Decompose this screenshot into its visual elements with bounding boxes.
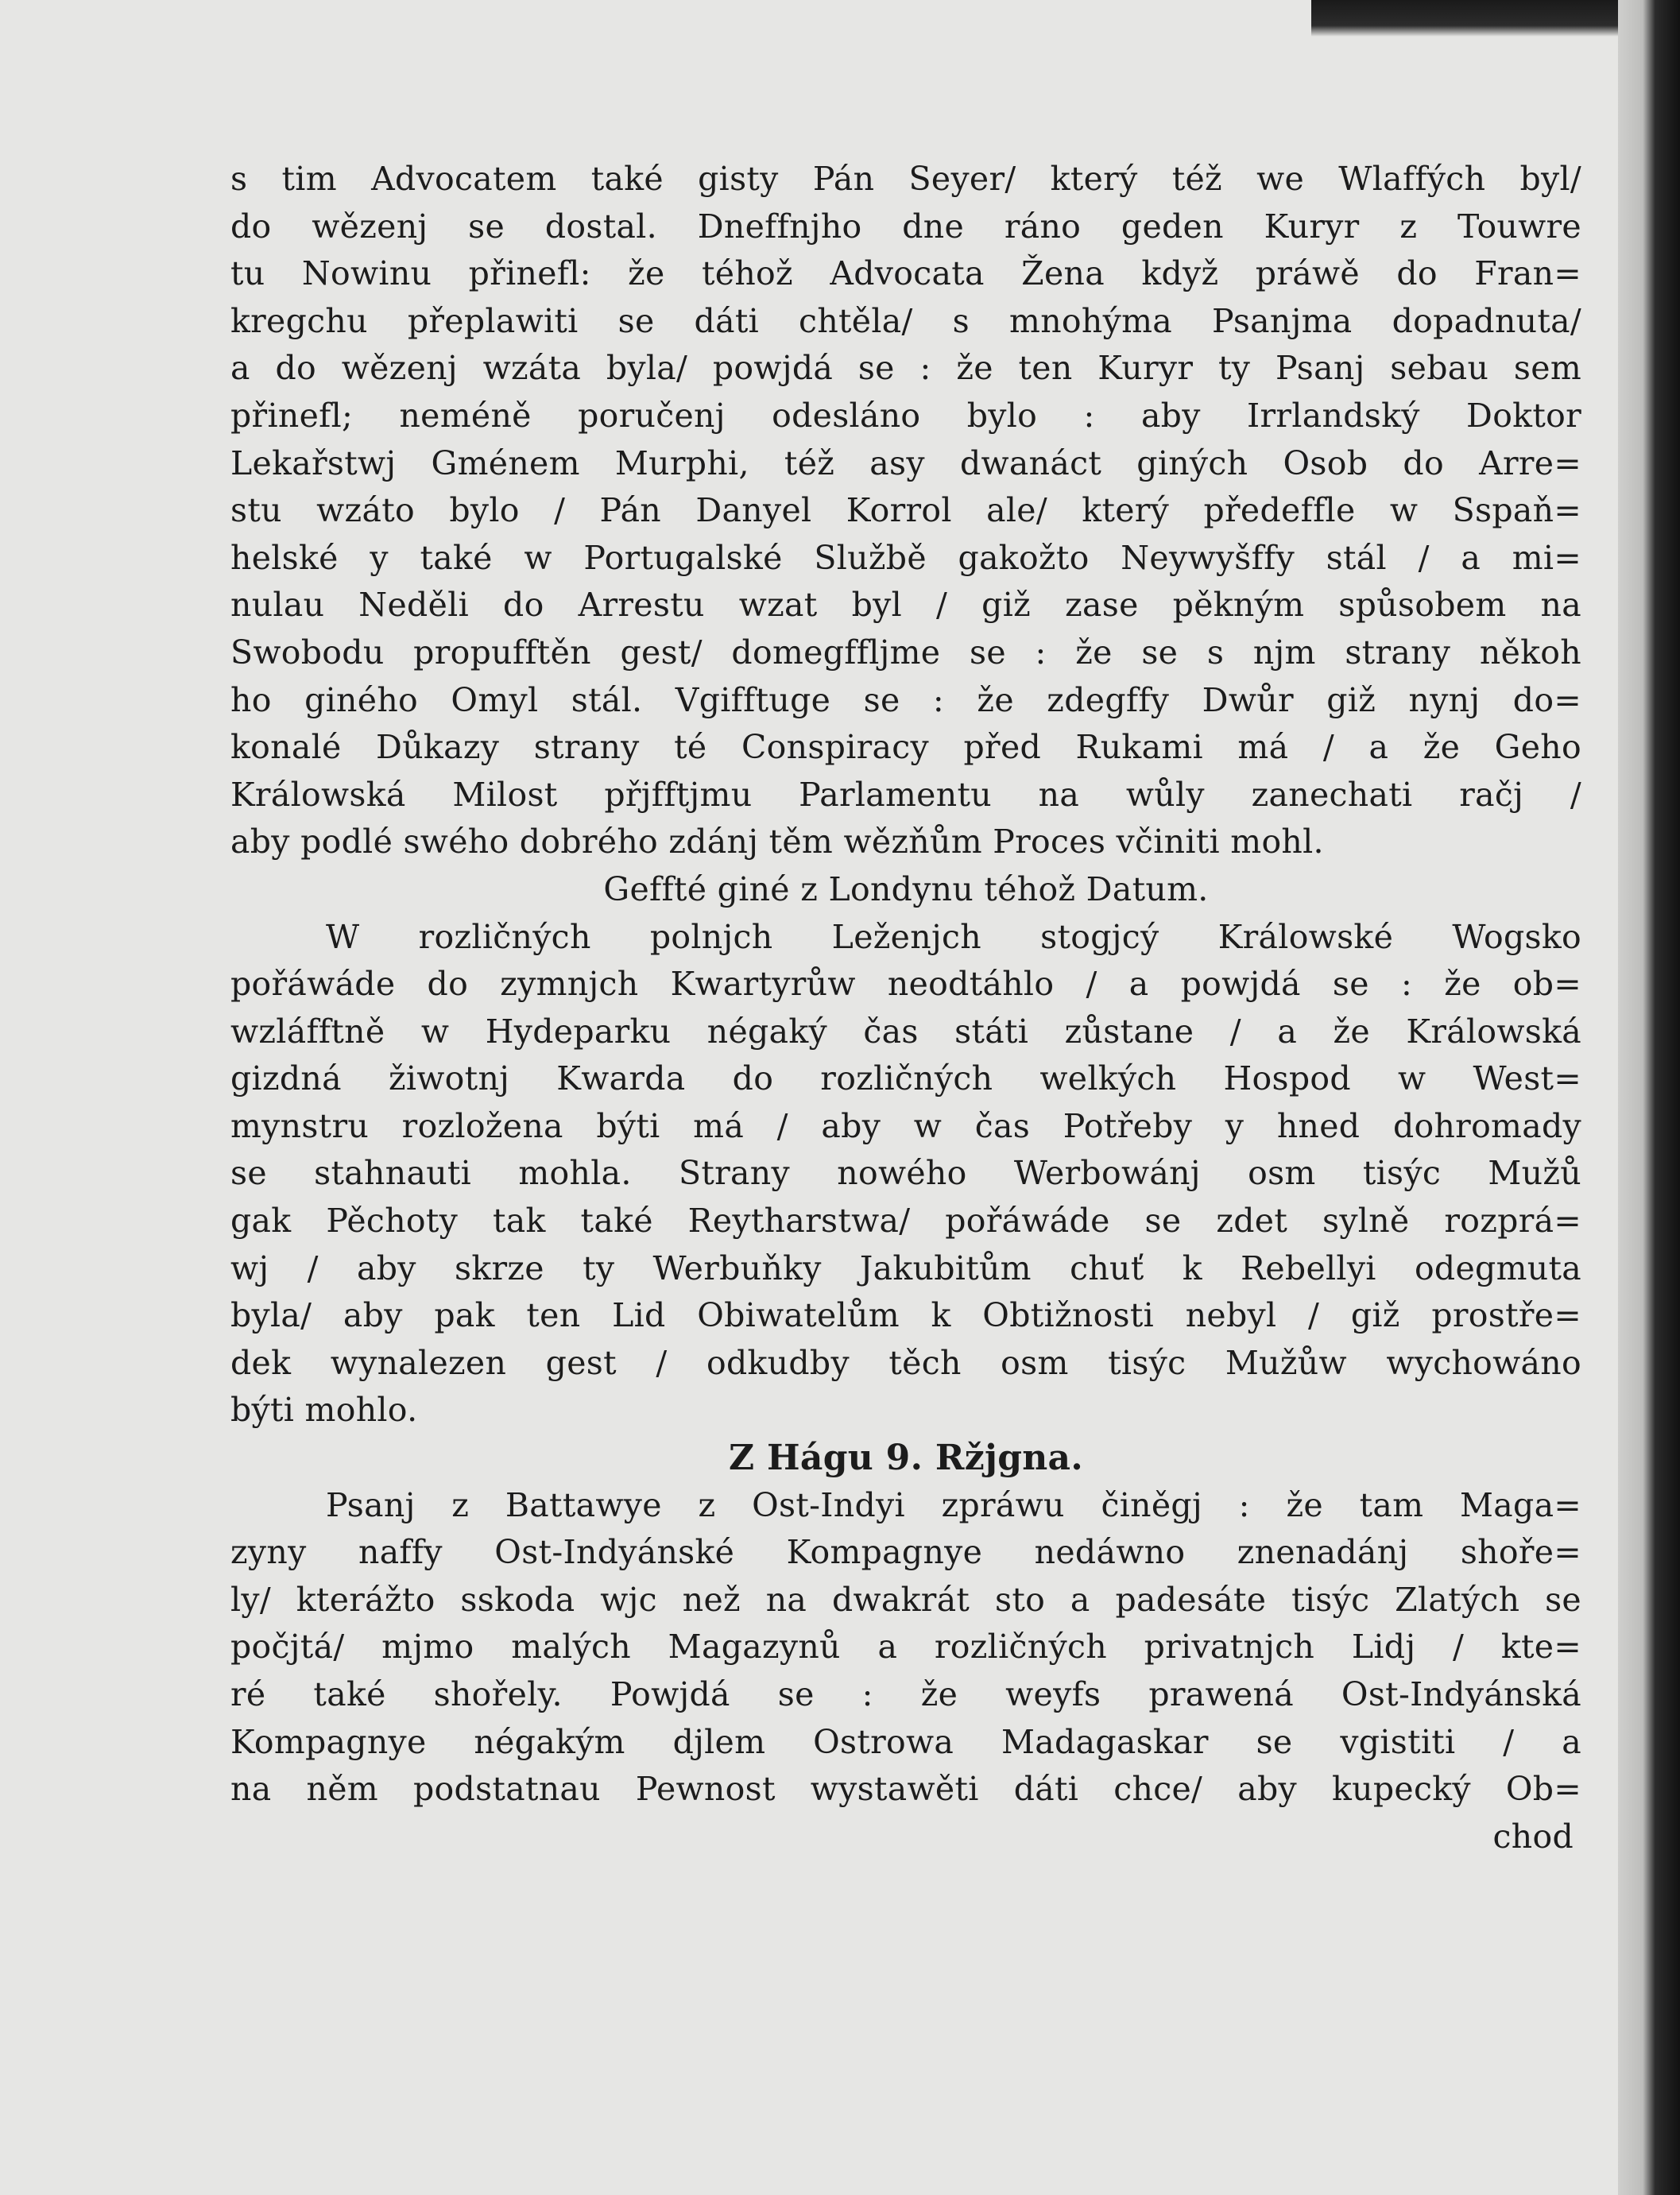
text-line: pořáwáde do zymnjch Kwartyrůw neodtáhlo / a powjdá se : že ob= [230, 965, 1581, 1004]
body-text [230, 156, 1581, 1860]
text-line: zyny naffy Ost-Indyánské Kompagnye nedáwno znenadánj shoře= [230, 1533, 1581, 1572]
text-line: Králowská Milost přjfftjmu Parlamentu na wůly zanechati račj / [230, 775, 1581, 814]
text-line: do wězenj se dostal. Dneffnjho dne ráno geden Kuryr z Touwre [230, 207, 1581, 246]
text-line: wzláfftně w Hydeparku négaký čas státi zůstane / a že Králowská [230, 1012, 1581, 1051]
text-line: Psanj z Battawye z Ost-Indyi zpráwu činěgj : že tam Maga= [326, 1485, 1581, 1524]
text-line: se stahnauti mohla. Strany nowého Werbowánj osm tisýc Mužů [230, 1154, 1581, 1193]
text-line: byla/ aby pak ten Lid Obiwatelům k Obtižnosti nebyl / giž prostře= [230, 1296, 1581, 1335]
text-line: helské y také w Portugalské Službě gakožto Neywyšffy stál / a mi= [230, 538, 1581, 577]
text-line: býti mohlo. [230, 1391, 418, 1430]
text-line: počjtá/ mjmo malých Magazynů a rozličných privatnjch Lidj / kte= [230, 1628, 1581, 1667]
text-line: ho giného Omyl stál. Vgifftuge se : že zdegffy Dwůr giž nynj do= [230, 680, 1581, 719]
text-line: W rozličných polnjch Leženjch stogjcý Králowské Wogsko [326, 917, 1581, 956]
text-line: kregchu přeplawiti se dáti chtěla/ s mnohýma Psanjma dopadnuta/ [230, 301, 1581, 340]
text-line: ly/ kterážto sskoda wjc než na dwakrát sto a padesáte tisýc Zlatých se [230, 1580, 1581, 1619]
text-line: s tim Advocatem také gisty Pán Seyer/ který též we Wlaffých byl/ [230, 160, 1581, 198]
text-line: gizdná žiwotnj Kwarda do rozličných welkých Hospod w West= [230, 1059, 1581, 1098]
text-line: a do wězenj wzáta byla/ powjdá se : že ten Kuryr ty Psanj sebau sem [230, 349, 1581, 388]
text-line: přinefl; neméně poručenj odesláno bylo : aby Irrlandský Doktor [230, 396, 1581, 435]
scan-shadow-right [1618, 0, 1680, 2195]
catchword: chod [1492, 1817, 1574, 1856]
text-line: gak Pěchoty tak také Reytharstwa/ pořáwáde se zdet sylně rozprá= [230, 1202, 1581, 1241]
section-subheading: Geffté giné z Londynu téhož Datum. [603, 869, 1209, 908]
text-line: mynstru rozložena býti má / aby w čas Potřeby y hned dohromady [230, 1106, 1581, 1145]
text-line: Lekařstwj Gménem Murphi, též asy dwanáct giných Osob do Arre= [230, 443, 1581, 482]
text-line: Kompagnye négakým djlem Ostrowa Madagaskar se vgistiti / a [230, 1722, 1581, 1761]
section-heading: Z Hágu 9. Ržjgna. [728, 1438, 1083, 1479]
text-line: wj / aby skrze ty Werbuňky Jakubitům chuť k Rebellyi odegmuta [230, 1248, 1581, 1287]
text-line: ré také shořely. Powjdá se : že weyfs prawená Ost-Indyánská [230, 1675, 1581, 1713]
text-line: tu Nowinu přinefl: že téhož Advocata Žena když práwě do Fran= [230, 254, 1581, 293]
text-line: stu wzáto bylo / Pán Danyel Korrol ale/ který předeffle w Sspaň= [230, 491, 1581, 530]
text-line: na něm podstatnau Pewnost wystawěti dáti chce/ aby kupecký Ob= [230, 1770, 1581, 1809]
text-line: konalé Důkazy strany té Conspiracy před Rukami má / a že Geho [230, 728, 1581, 767]
text-line: aby podlé swého dobrého zdánj těm wězňům Proces včiniti mohl. [230, 823, 1324, 861]
text-line: Swobodu propufftěn gest/ domegffljme se : že se s njm strany někoh [230, 633, 1581, 672]
text-line: nulau Neděli do Arrestu wzat byl / giž zase pěkným spůsobem na [230, 586, 1581, 625]
text-line: dek wynalezen gest / odkudby těch osm tisýc Mužůw wychowáno [230, 1343, 1581, 1382]
